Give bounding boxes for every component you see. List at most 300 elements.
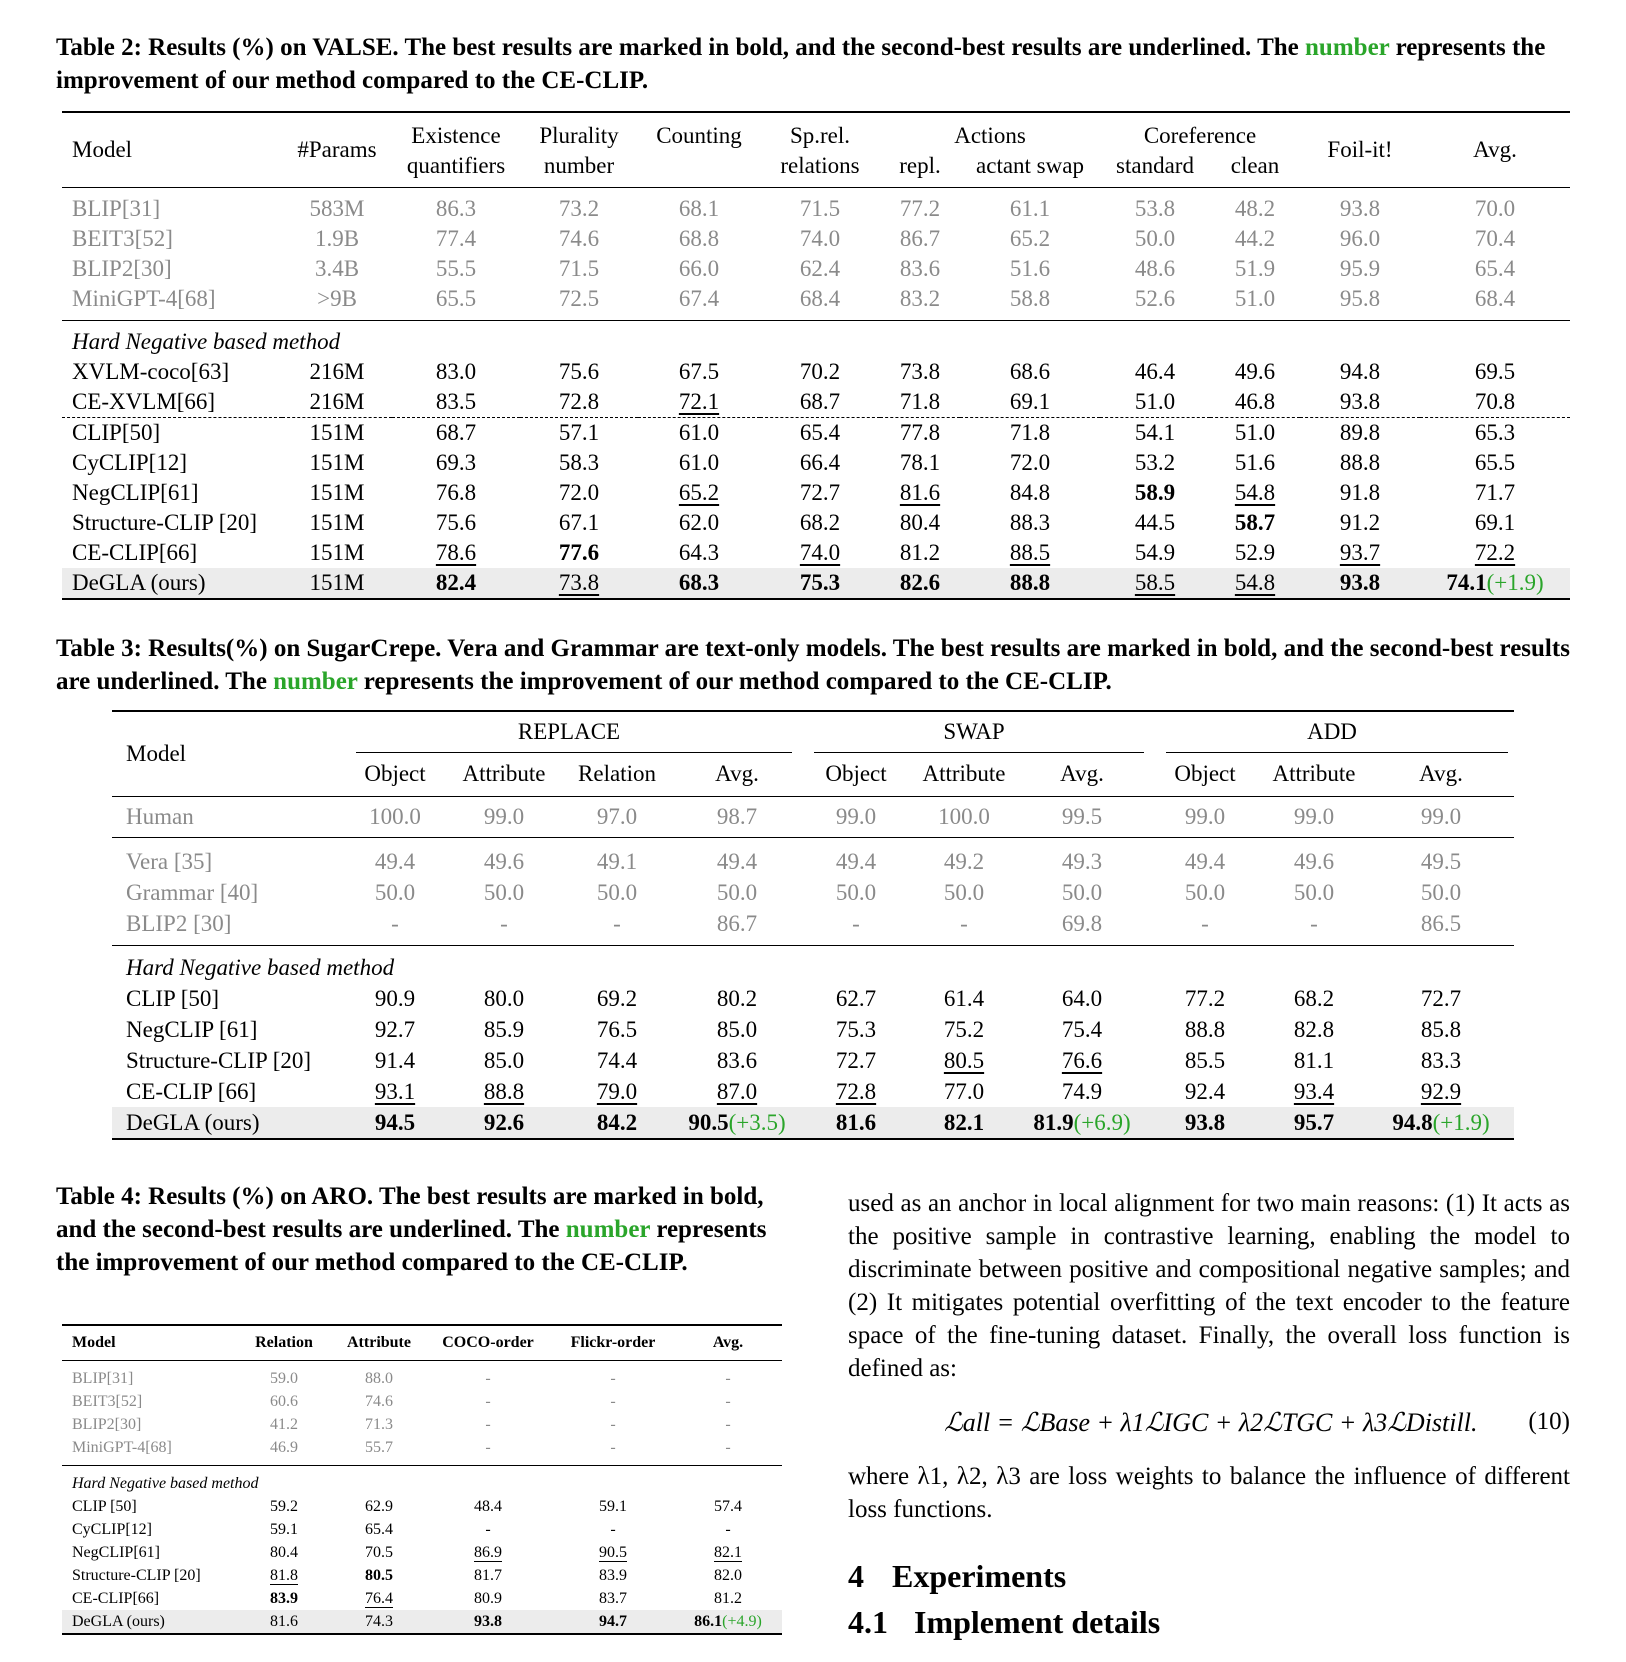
table-cell [1300, 478, 1420, 508]
table-cell [674, 1436, 782, 1466]
table-cell [450, 797, 558, 838]
table-cell [1300, 188, 1420, 225]
table-cell [760, 284, 880, 321]
cell-text: 58.9 [1134, 480, 1176, 505]
cell-text: 51.9 [1234, 256, 1276, 281]
table-cell [340, 838, 450, 878]
column-header [234, 1325, 334, 1361]
table-cell [960, 224, 1100, 254]
cell-text: 93.1 [374, 1078, 416, 1104]
table-cell [392, 224, 520, 254]
section-label [62, 1466, 782, 1496]
column-subheader [1260, 752, 1368, 797]
table-cell [1300, 538, 1420, 568]
cell-text: 95.7 [1293, 1109, 1335, 1135]
table4-caption: Table 4: Results (%) on ARO. The best results are marked in bold, and the second-best results are underlined. The number represents the improvement of our method compared to the CE-CLIP. [56, 1183, 767, 1276]
cell-text: 583M [309, 196, 365, 221]
cell-text: 72.8 [835, 1078, 877, 1104]
cell-text: 61.0 [678, 450, 720, 475]
table-cell [960, 538, 1100, 568]
column-header [1420, 112, 1570, 188]
table-cell [1368, 908, 1514, 946]
cell-text: #Params [297, 137, 377, 162]
header-row [62, 112, 1570, 151]
cell-text: 51.6 [1234, 450, 1276, 475]
table-row-ours [112, 1107, 1514, 1139]
table-cell [234, 1436, 334, 1466]
table-cell [798, 983, 914, 1014]
table-cell [638, 224, 760, 254]
table-cell [1420, 508, 1570, 538]
table-cell [62, 478, 282, 508]
table-cell [392, 284, 520, 321]
table-cell [558, 908, 676, 946]
cell-text: Avg. [1060, 761, 1104, 786]
table-cell [552, 1361, 674, 1391]
table-cell [62, 224, 282, 254]
cell-text: 65.5 [435, 286, 477, 311]
cell-text: CyCLIP[12] [72, 450, 187, 475]
table-cell [424, 1518, 552, 1541]
table-cell [1300, 357, 1420, 387]
cell-text: 93.4 [1293, 1078, 1335, 1104]
group-header [1150, 711, 1514, 752]
table-cell [1210, 448, 1300, 478]
cell-text: 3.4B [314, 256, 360, 281]
table-cell [552, 1587, 674, 1610]
table-cell [450, 1107, 558, 1139]
table-cell [1260, 1045, 1368, 1076]
cell-text: 216M [309, 359, 365, 384]
improvement-value: (+4.9) [722, 1612, 762, 1630]
table-cell [334, 1413, 424, 1436]
table-cell [1014, 1014, 1150, 1045]
table-cell [234, 1495, 334, 1518]
cell-text: Avg. [715, 761, 759, 786]
column-subheader [1100, 151, 1210, 188]
cell-text: 71.5 [558, 256, 600, 281]
cell-text: 216M [309, 389, 365, 414]
table-cell [558, 1107, 676, 1139]
table-cell [552, 1495, 674, 1518]
table-cell [112, 1014, 340, 1045]
cell-text: 1.9B [314, 226, 360, 251]
table-cell [392, 538, 520, 568]
table-row [112, 1076, 1514, 1107]
cell-text: - [613, 910, 621, 936]
cell-text: - [391, 910, 399, 936]
table-cell [450, 838, 558, 878]
column-header [880, 112, 1100, 151]
cell-text: NegCLIP [61] [126, 1016, 258, 1042]
table-cell [676, 1107, 798, 1139]
table-cell [1014, 877, 1150, 908]
cell-text: 99.0 [1293, 804, 1335, 829]
cell-text: 85.0 [483, 1047, 525, 1073]
cell-text: 73.8 [899, 359, 941, 384]
table-cell [62, 1413, 234, 1436]
table-cell [62, 1564, 234, 1587]
table-cell [392, 254, 520, 284]
cell-text: 50.0 [374, 879, 416, 905]
table-cell [798, 1045, 914, 1076]
cell-text: - [500, 910, 508, 936]
column-header [392, 112, 520, 151]
cell-text: 67.5 [678, 359, 720, 384]
cell-text: 93.8 [1339, 570, 1381, 595]
improvement-value: (+1.9) [1486, 570, 1544, 595]
table-cell [1210, 387, 1300, 418]
cell-text: 76.4 [365, 1589, 393, 1607]
table-cell [62, 1518, 234, 1541]
table-cell [450, 877, 558, 908]
table-cell [450, 983, 558, 1014]
column-header [520, 112, 638, 151]
table-cell [676, 908, 798, 946]
table-row [62, 1413, 782, 1436]
table-cell [1014, 1045, 1150, 1076]
table-cell [1150, 983, 1260, 1014]
table-cell [880, 284, 960, 321]
table-cell [552, 1541, 674, 1564]
table-cell [282, 478, 392, 508]
table-cell [1420, 284, 1570, 321]
table-cell [112, 1107, 340, 1139]
table-cell [880, 224, 960, 254]
table-cell [558, 877, 676, 908]
cell-text: Avg. [1473, 137, 1517, 162]
cell-text: 82.1 [714, 1543, 742, 1561]
table-cell [638, 254, 760, 284]
table-cell [880, 568, 960, 599]
table-cell [880, 508, 960, 538]
table-cell [960, 508, 1100, 538]
cell-text: 50.0 [1420, 879, 1462, 905]
header-row [62, 1325, 782, 1361]
table-cell [1014, 797, 1150, 838]
table2-caption: Table 2: Results (%) on VALSE. The best results are marked in bold, and the second-best results are underlined. The number represents the improvement of our method compared to the CE-CLIP. [56, 34, 1546, 94]
table-cell [1100, 508, 1210, 538]
cell-text: 88.8 [1184, 1016, 1226, 1042]
cell-text: Vera [35] [126, 848, 213, 874]
table-cell [760, 418, 880, 449]
table-cell [1100, 538, 1210, 568]
table-cell [62, 254, 282, 284]
table-row-ours [62, 568, 1570, 599]
cell-text: Attribute [922, 761, 1006, 786]
cell-text: Coreference [1143, 123, 1257, 148]
table-cell [234, 1413, 334, 1436]
cell-text: CE-XVLM[66] [72, 389, 216, 414]
section-label-row [112, 946, 1514, 984]
cell-text: 80.4 [899, 510, 941, 535]
table-cell [450, 1014, 558, 1045]
cell-text: 50.0 [1061, 879, 1103, 905]
table-cell [112, 1076, 340, 1107]
cell-text: Structure-CLIP [20] [72, 510, 258, 535]
cell-text: 84.2 [596, 1109, 638, 1135]
cell-text: 70.2 [799, 359, 841, 384]
table-cell [638, 478, 760, 508]
cell-text: 67.4 [678, 286, 720, 311]
cell-text: 77.4 [435, 226, 477, 251]
cell-text: 94.5 [374, 1109, 416, 1135]
cell-text: 86.7 [716, 910, 758, 936]
table-cell [1368, 1014, 1514, 1045]
table-cell [558, 838, 676, 878]
table-cell [960, 254, 1100, 284]
cell-text: - [610, 1438, 616, 1456]
cell-text: repl. [899, 153, 941, 178]
table-cell [960, 284, 1100, 321]
cell-text: 74.1 [1446, 570, 1487, 595]
cell-text: - [725, 1369, 731, 1387]
table-cell [234, 1564, 334, 1587]
cell-text: - [610, 1369, 616, 1387]
cell-text: 72.0 [558, 480, 600, 505]
cell-text: - [485, 1392, 491, 1410]
column-header [1300, 112, 1420, 188]
table-cell [392, 188, 520, 225]
header-row [112, 711, 1514, 752]
cell-text: - [485, 1415, 491, 1433]
cell-text: Foil-it! [1327, 137, 1393, 162]
table-cell [520, 538, 638, 568]
cell-text: 68.4 [799, 286, 841, 311]
table-cell [638, 508, 760, 538]
table-cell [552, 1390, 674, 1413]
cell-text: BEIT3[52] [72, 1392, 143, 1410]
cell-text: 86.3 [435, 196, 477, 221]
cell-text: 50.0 [1134, 226, 1176, 251]
table-cell [914, 838, 1014, 878]
cell-text: DeGLA (ours) [126, 1109, 260, 1135]
table-cell [960, 448, 1100, 478]
column-subheader [558, 752, 676, 797]
cell-text: 55.5 [435, 256, 477, 281]
cell-text: 151M [309, 510, 365, 535]
cell-text: 80.2 [716, 985, 758, 1011]
cell-text: Grammar [40] [126, 879, 259, 905]
table-cell [1300, 418, 1420, 449]
table-cell [62, 1361, 234, 1391]
table-cell [674, 1610, 782, 1634]
cell-text: - [485, 1438, 491, 1456]
table-row [62, 1361, 782, 1391]
table-cell [1420, 568, 1570, 599]
table-cell [520, 448, 638, 478]
cell-text: 99.0 [1420, 804, 1462, 829]
cell-text: 82.4 [435, 570, 477, 595]
cell-text: 58.3 [558, 450, 600, 475]
table-cell [638, 418, 760, 449]
cell-text: 75.4 [1061, 1016, 1103, 1042]
table-cell [760, 254, 880, 284]
table-cell [62, 357, 282, 387]
cell-text: BLIP2[30] [72, 256, 172, 281]
cell-text: MiniGPT-4[68] [72, 286, 216, 311]
cell-text: 151M [309, 480, 365, 505]
cell-text: 61.1 [1009, 196, 1051, 221]
table-cell [798, 1076, 914, 1107]
cell-text: CLIP[50] [72, 420, 161, 445]
cell-text: Model [72, 1334, 116, 1351]
table-cell [760, 357, 880, 387]
cell-text: 60.6 [270, 1392, 298, 1410]
table-cell [424, 1390, 552, 1413]
cell-text: 98.7 [716, 804, 758, 829]
table-cell [62, 508, 282, 538]
cell-text: Human [126, 804, 194, 829]
cell-text: 81.2 [714, 1589, 742, 1607]
cell-text: 65.4 [365, 1520, 393, 1538]
cell-text: 68.2 [799, 510, 841, 535]
cell-text: 68.4 [1474, 286, 1516, 311]
table3-sugarcrepe [112, 710, 1514, 1140]
cell-text: 75.6 [558, 359, 600, 384]
cell-text: 59.1 [599, 1497, 627, 1515]
table-cell [392, 568, 520, 599]
cell-text: COCO-order [442, 1334, 534, 1351]
table-cell [334, 1587, 424, 1610]
cell-text: 73.2 [558, 196, 600, 221]
cell-text: 77.8 [899, 420, 941, 445]
cell-text: 62.9 [365, 1497, 393, 1515]
table-cell [112, 838, 340, 878]
cell-text: 99.0 [835, 804, 877, 829]
section-label-row [62, 1466, 782, 1496]
table-cell [1300, 448, 1420, 478]
column-subheader [914, 752, 1014, 797]
cell-text: 75.2 [943, 1016, 985, 1042]
table-cell [112, 983, 340, 1014]
cell-text: 83.6 [899, 256, 941, 281]
cell-text: 93.8 [1339, 389, 1381, 414]
cell-text: 55.7 [365, 1438, 393, 1456]
table-cell [638, 188, 760, 225]
table-cell [1420, 387, 1570, 418]
table-cell [520, 357, 638, 387]
cell-text: 49.5 [1420, 848, 1462, 874]
table-cell [798, 1014, 914, 1045]
cell-text: Plurality [539, 123, 619, 148]
table-cell [760, 538, 880, 568]
cell-text: 78.1 [899, 450, 941, 475]
table-cell [914, 908, 1014, 946]
table-cell [1260, 1014, 1368, 1045]
cell-text: 51.6 [1009, 256, 1051, 281]
table-cell [234, 1361, 334, 1391]
table-cell [520, 284, 638, 321]
table-cell [552, 1436, 674, 1466]
table-cell [552, 1518, 674, 1541]
table-cell [62, 538, 282, 568]
table-cell [450, 908, 558, 946]
table-cell [880, 418, 960, 449]
group-header [798, 711, 1150, 752]
table-cell [424, 1610, 552, 1634]
table-cell [558, 1014, 676, 1045]
cell-text: 70.8 [1474, 389, 1516, 414]
table-row [62, 538, 1570, 568]
cell-text: NegCLIP[61] [72, 1543, 160, 1561]
table-cell [62, 1390, 234, 1413]
cell-text: 62.7 [835, 985, 877, 1011]
table-cell [1150, 1107, 1260, 1139]
cell-text: 93.8 [1339, 196, 1381, 221]
table-cell [1420, 188, 1570, 225]
table-row [62, 284, 1570, 321]
cell-text: 62.4 [799, 256, 841, 281]
cell-text: 90.5 [599, 1543, 627, 1561]
cell-text: MiniGPT-4[68] [72, 1438, 172, 1456]
table-cell [112, 1045, 340, 1076]
table-cell [558, 797, 676, 838]
cell-text: Object [1174, 761, 1236, 786]
section-label [62, 321, 1570, 358]
cell-text: - [485, 1520, 491, 1538]
table-cell [424, 1587, 552, 1610]
body-paragraph-1: used as an anchor in local alignment for two main reasons: (1) It acts as the positive sample in contrastive learning, enabling the model to discriminate between positive and compositional negative samples; and (2) It mitigates potential overfitting of the text encoder to the feature space of the fine-tuning dataset. Finally, the overall loss function is defined as: [848, 1190, 1570, 1382]
cell-text: 51.0 [1234, 420, 1276, 445]
cell-text: 87.0 [716, 1078, 758, 1104]
cell-text: 94.8 [1339, 359, 1381, 384]
cell-text: 88.8 [1009, 570, 1051, 595]
cell-text: 57.4 [714, 1497, 742, 1515]
cell-text: 95.8 [1339, 286, 1381, 311]
cell-text: 81.1 [1293, 1047, 1335, 1073]
cell-text: - [725, 1415, 731, 1433]
table-cell [914, 1045, 1014, 1076]
cell-text: CE-CLIP [66] [126, 1078, 257, 1104]
cell-text: 74.6 [365, 1392, 393, 1410]
cell-text: 71.8 [1009, 420, 1051, 445]
cell-text: number [543, 153, 615, 178]
cell-text: 64.3 [678, 540, 720, 565]
cell-text: 69.3 [435, 450, 477, 475]
table-cell [334, 1564, 424, 1587]
cell-text: 49.6 [1234, 359, 1276, 384]
table-cell [62, 1436, 234, 1466]
table-cell [1260, 1107, 1368, 1139]
cell-text: - [1201, 910, 1209, 936]
table-row [62, 1564, 782, 1587]
cell-text: 62.0 [678, 510, 720, 535]
cell-text: 83.9 [270, 1589, 298, 1607]
table-cell [1014, 1076, 1150, 1107]
table-cell [1300, 387, 1420, 418]
cell-text: 100.0 [938, 804, 990, 829]
cell-text: 71.5 [799, 196, 841, 221]
column-subheader [960, 151, 1100, 188]
cell-text: 46.4 [1134, 359, 1176, 384]
cell-text: 93.8 [1184, 1109, 1226, 1135]
cell-text: - [485, 1369, 491, 1387]
column-header [424, 1325, 552, 1361]
cell-text: 81.7 [474, 1566, 502, 1584]
table-cell [340, 797, 450, 838]
table-cell [914, 877, 1014, 908]
improvement-value: (+3.5) [728, 1109, 786, 1135]
cell-text: 91.2 [1339, 510, 1381, 535]
table-cell [520, 254, 638, 284]
cell-text: Structure-CLIP [20] [72, 1566, 201, 1584]
table-cell [1150, 838, 1260, 878]
cell-text: 70.5 [365, 1543, 393, 1561]
cell-text: 82.8 [1293, 1016, 1335, 1042]
cell-text: Sp.rel. [789, 123, 851, 148]
table-cell [880, 538, 960, 568]
